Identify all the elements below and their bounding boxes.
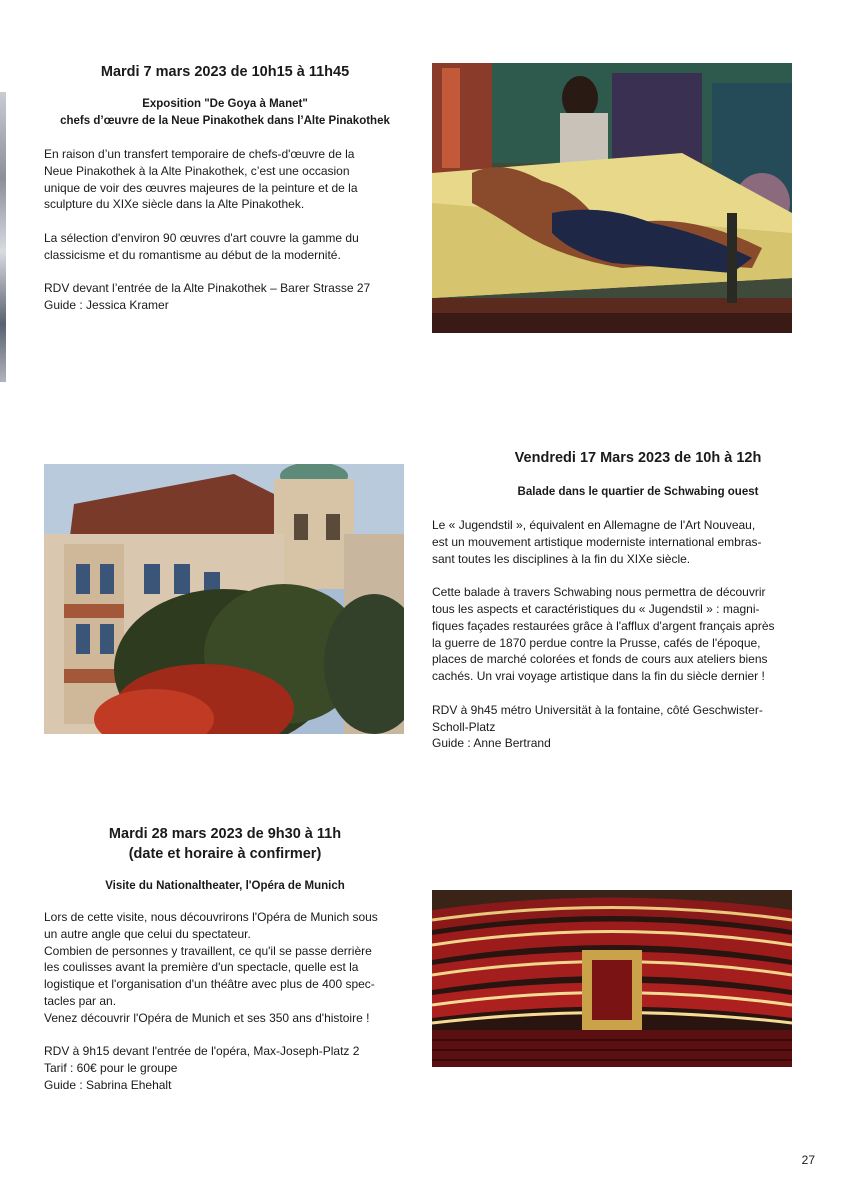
event2-para2-line: fiques façades restaurées grâce à l'afflux d'argent français après [432,618,775,633]
event1-rdv: RDV devant l’entrée de la Alte Pinakothek – Barer Strasse 27 [44,281,371,296]
event3-rdv: RDV à 9h15 devant l'entrée de l'opéra, Max-Joseph-Platz 2 [44,1044,360,1059]
event2-para2-line: Cette balade à travers Schwabing nous permettra de découvrir [432,585,766,600]
event1-para2-line: classicisme et du romantisme au début de la modernité. [44,247,341,262]
building-image [44,464,404,734]
event2-para2-line: tous les aspects et caractéristiques du « Jugendstil » : magni- [432,601,760,616]
event3-guide: Guide : Sabrina Ehehalt [44,1077,172,1092]
event3-para1-line: tacles par an. [44,993,117,1008]
event3-para1-line: Lors de cette visite, nous découvrirons l'Opéra de Munich sous [44,910,378,924]
event1-para1-line: Neue Pinakothek à la Alte Pinakothek, c’est une occasion [44,163,350,178]
event3-para1-line: les coulisses avant la première d'un spectacle, quelle est la [44,960,359,975]
event3-para1-line: un autre angle que celui du spectateur. [44,926,251,941]
event3-para1-line: Venez découvrir l'Opéra de Munich et ses 350 ans d'histoire ! [44,1010,370,1025]
event2-rdv-line: RDV à 9h45 métro Universität à la fontaine, côté Geschwister- [432,702,763,717]
page-number: 27 [801,1153,815,1167]
event1-text [44,62,406,314]
event3-para1-line: Combien de personnes y travaillent, ce qu'il se passe derrière [44,943,372,958]
event2-para1-line: est un mouvement artistique moderniste international embras- [432,534,762,549]
painting-image [432,63,792,333]
event2-para2-line: la guerre de 1870 perdue contre la Prusse, cafés de l'époque, [432,635,761,650]
event3-text [44,824,406,1094]
event2-para1-line: sant toutes les disciplines à la fin du XIXe siècle. [432,551,691,566]
event1-para1-line: unique de voir des œuvres majeures de la peinture et de la [44,180,358,195]
event1-subtitle-line2: chefs d’œuvre de la Neue Pinakothek dans l’Alte Pinakothek [60,115,390,127]
event1-para2-line: La sélection d'environ 90 œuvres d'art couvre la gamme du [44,230,359,245]
event2-para2-line: places de marché colorées et fonds de cours aux ateliers biens [432,652,768,667]
event3-tarif: Tarif : 60€ pour le groupe [44,1061,178,1076]
event2-subtitle: Balade dans le quartier de Schwabing ouest [517,486,759,498]
event3-title-line1: Mardi 28 mars 2023 de 9h30 à 11h [108,826,342,842]
event1-subtitle-line1: Exposition "De Goya à Manet" [142,98,308,110]
event2-title: Vendredi 17 Mars 2023 de 10h à 12h [514,450,762,466]
event3-subtitle: Visite du Nationaltheater, l'Opéra de Munich [105,880,345,892]
event2-rdv-line: Scholl-Platz [432,719,496,734]
event2-para1-line: Le « Jugendstil », équivalent en Allemagne de l'Art Nouveau, [432,518,756,532]
event3-title-line2: (date et horaire à confirmer) [128,846,322,862]
event1-title: Mardi 7 mars 2023 de 10h15 à 11h45 [100,64,350,80]
event1-para1-line: sculpture du XIXe siècle dans la Alte Pinakothek. [44,197,305,212]
event2-text [432,448,794,752]
event2-para2-line: cachés. Un vrai voyage artistique dans la fin du siècle dernier ! [432,669,765,684]
event1-guide: Guide : Jessica Kramer [44,298,169,313]
opera-hall-image [432,890,792,1067]
cropped-image-edge [0,92,6,382]
event3-para1-line: logistique et l'organisation d'un théâtre avec plus de 400 spec- [44,977,375,992]
event2-guide: Guide : Anne Bertrand [432,736,551,751]
event1-para1-line: En raison d’un transfert temporaire de chefs-d'œuvre de la [44,147,355,161]
